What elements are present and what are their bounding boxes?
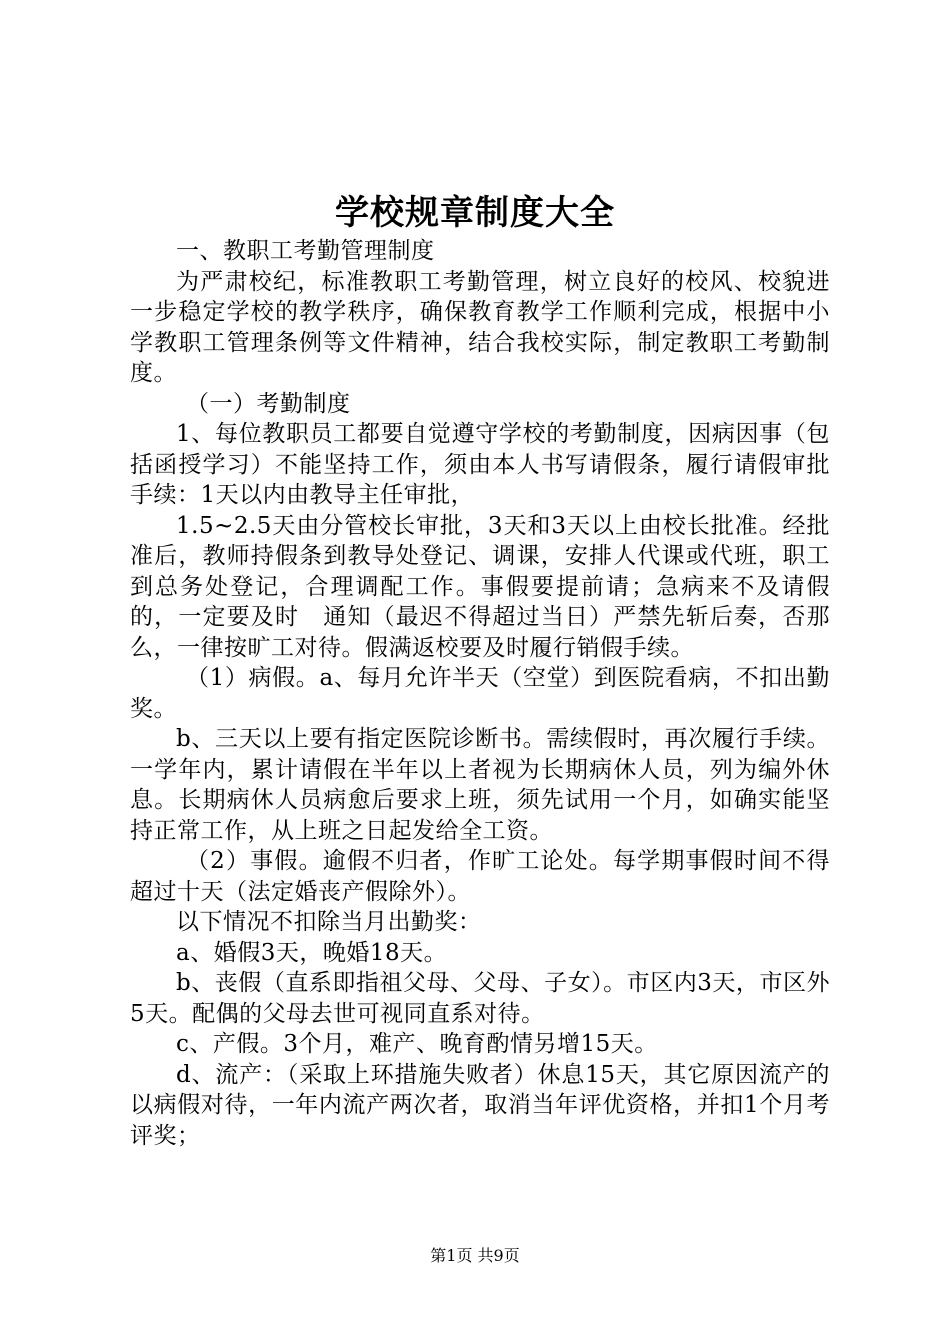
page-footer: 第1页 共9页 bbox=[430, 1246, 520, 1265]
paragraph: 1.5~2.5天由分管校长审批，3天和3天以上由校长批准。经批准后，教师持假条到教导处登记、调课，安排人代课或代班，职工到总务处登记，合理调配工作。事假要提前请；急病来不及请假的，一定要及时 通知（最迟不得超过当日）严禁先斩后奏，否那么，一律按旷工对待。假满返校要及时履行销假手续。 bbox=[130, 512, 830, 661]
paragraph: 为严肃校纪，标准教职工考勤管理，树立良好的校风、校貌进一步稳定学校的教学秩序，确保教育教学工作顺利完成，根据中小学教职工管理条例等文件精神，结合我校实际，制定教职工考勤制度。 bbox=[130, 268, 830, 386]
list-item: b、丧假（直系即指祖父母、父母、子女）。市区内3天，市区外5天。配偶的父母去世可视同直系对待。 bbox=[130, 970, 830, 1027]
list-item: a、婚假3天，晚婚18天。 bbox=[176, 939, 448, 966]
list-item: d、流产：（采取上环措施失败者）休息15天，其它原因流产的以病假对待，一年内流产两次者，取消当年评优资格，并扣1个月考评奖； bbox=[130, 1061, 830, 1149]
paragraph: 1、每位教职员工都要自觉遵守学校的考勤制度，因病因事（包括函授学习）不能坚持工作，须由本人书写请假条，履行请假审批手续：1天以内由教导主任审批， bbox=[130, 421, 830, 508]
paragraph: b、三天以上要有指定医院诊断书。需续假时，再次履行手续。一学年内，累计请假在半年以上者视为长期病休人员，列为编外休息。长期病休人员病愈后要求上班，须先试用一个月，如确实能坚持正常工作，从上班之日起发给全工资。 bbox=[130, 726, 830, 844]
section-heading: 一、教职工考勤管理制度 bbox=[176, 238, 435, 264]
paragraph: （2）事假。逾假不归者，作旷工论处。每学期事假时间不得超过十天（法定婚丧产假除外）。 bbox=[130, 848, 830, 905]
document-body bbox=[130, 236, 830, 1151]
list-item: c、产假。3个月，难产、晚育酌情另增15天。 bbox=[176, 1031, 658, 1057]
paragraph: 以下情况不扣除当月出勤奖： bbox=[176, 909, 482, 935]
subsection-heading: （一）考勤制度 bbox=[186, 390, 351, 417]
page-title: 学校规章制度大全 bbox=[335, 193, 615, 233]
paragraph: （1）病假。a、每月允许半天（空堂）到医院看病，不扣出勤奖。 bbox=[130, 665, 830, 722]
